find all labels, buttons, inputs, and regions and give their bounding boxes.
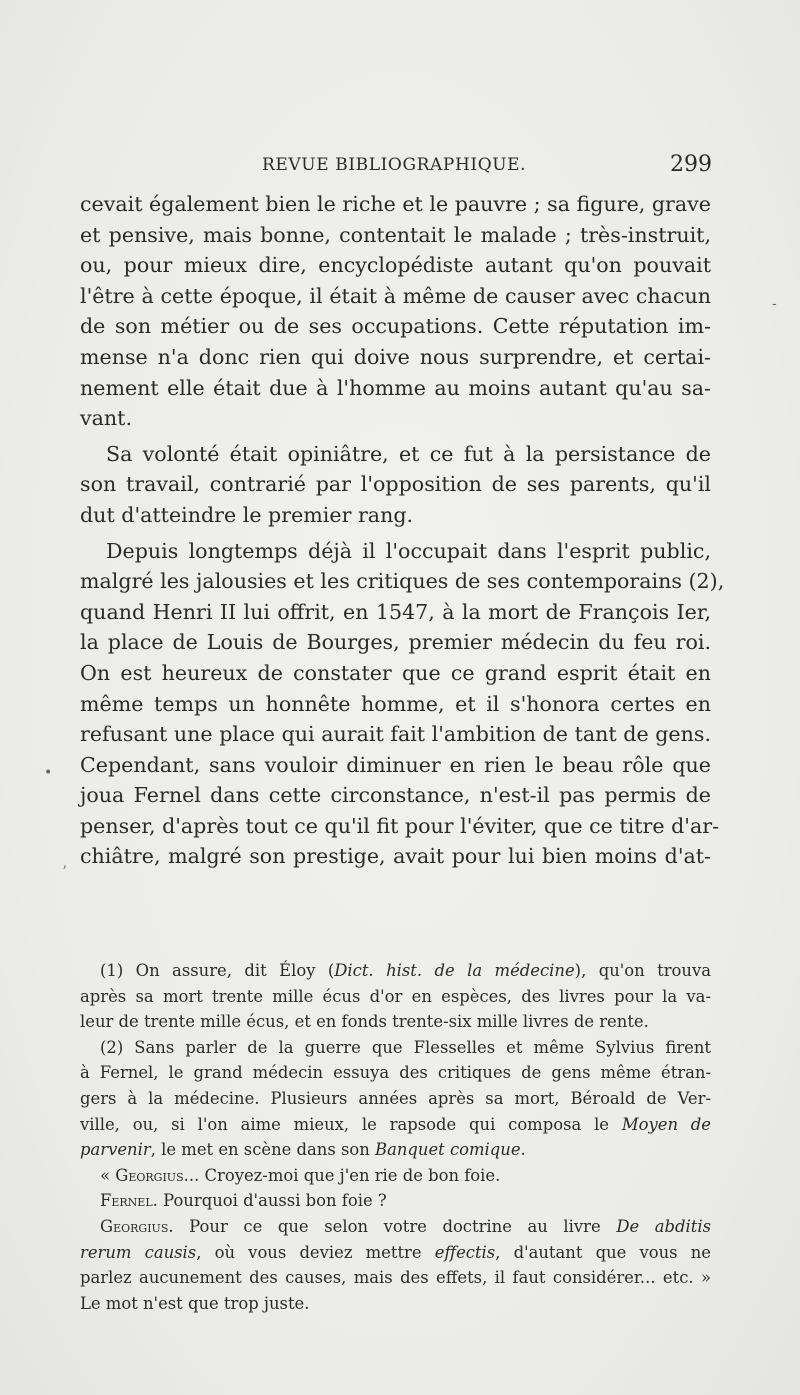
body-line: On est heureux de constater que ce grand esprit était en bbox=[80, 660, 711, 685]
body-line: Sa volonté était opiniâtre, et ce fut à la persistance de bbox=[106, 441, 711, 466]
margin-mark: - bbox=[772, 296, 777, 312]
body-line: vant. bbox=[80, 406, 132, 431]
footnotes bbox=[80, 958, 711, 1316]
footnote-2-line: ville, ou, si l'on aime mieux, le rapsode qui composa le Moyen de bbox=[80, 1114, 711, 1134]
body-line: joua Fernel dans cette circonstance, n'est-il pas permis de bbox=[80, 783, 711, 808]
dialogue-line: parlez aucunement des causes, mais des effets, il faut considérer... etc. » bbox=[80, 1268, 711, 1288]
body-line: et pensive, mais bonne, contentait le malade ; très-instruit, bbox=[80, 222, 711, 247]
body-line: malgré les jalousies et les critiques de ses contemporains (2), bbox=[80, 569, 725, 594]
running-title: REVUE BIBLIOGRAPHIQUE. bbox=[262, 155, 527, 175]
dialogue-line: rerum causis, où vous deviez mettre effectis, d'autant que vous ne bbox=[80, 1242, 712, 1262]
footnote-2-line: parvenir, le met en scène dans son Banquet comique. bbox=[80, 1140, 526, 1160]
body-line: dut d'atteindre le premier rang. bbox=[80, 502, 414, 527]
body-line: mense n'a donc rien qui doive nous surprendre, et certai- bbox=[80, 344, 711, 369]
body-line: son travail, contrarié par l'opposition de ses parents, qu'il bbox=[80, 472, 711, 497]
footnote-2-line: à Fernel, le grand médecin essuya des critiques de gens même étran- bbox=[80, 1063, 711, 1083]
body-line: Depuis longtemps déjà il l'occupait dans l'esprit public, bbox=[106, 538, 711, 563]
page-number: 299 bbox=[670, 152, 712, 177]
body-line: refusant une place qui aurait fait l'ambition de tant de gens. bbox=[80, 722, 711, 747]
margin-mark: ʼ bbox=[62, 864, 67, 880]
body-line: la place de Louis de Bourges, premier médecin du feu roi. bbox=[80, 630, 711, 655]
footnote-1-line: leur de trente mille écus, et en fonds trente-six mille livres de rente. bbox=[80, 1012, 649, 1032]
body-line: de son métier ou de ses occupations. Cette réputation im- bbox=[80, 314, 711, 339]
footnote-1-line: (1) On assure, dit Éloy (Dict. hist. de la médecine), qu'on trouva bbox=[100, 961, 711, 980]
body-line: penser, d'après tout ce qu'il fit pour l'éviter, que ce titre d'ar- bbox=[80, 813, 720, 838]
body-line: ou, pour mieux dire, encyclopédiste autant qu'on pouvait bbox=[80, 253, 711, 278]
body-line: chiâtre, malgré son prestige, avait pour lui bien moins d'at- bbox=[80, 844, 711, 869]
dialogue-line: « Georgius... Croyez-moi que j'en rie de bon foie. bbox=[100, 1165, 501, 1185]
body-line: cevait également bien le riche et le pauvre ; sa figure, grave bbox=[80, 192, 711, 216]
body-line: l'être à cette époque, il était à même de causer avec chacun bbox=[80, 283, 711, 308]
dialogue-line: Georgius. Pour ce que selon votre doctrine au livre De abditis bbox=[100, 1216, 711, 1236]
body-line: nement elle était due à l'homme au moins autant qu'au sa- bbox=[80, 375, 711, 400]
body-text bbox=[80, 189, 725, 872]
dialogue-line: Le mot n'est que trop juste. bbox=[80, 1293, 310, 1313]
body-line: Cependant, sans vouloir diminuer en rien le beau rôle que bbox=[80, 752, 711, 777]
dialogue-line: Fernel. Pourquoi d'aussi bon foie ? bbox=[100, 1191, 387, 1211]
margin-mark: • bbox=[44, 765, 53, 781]
footnote-2-line: (2) Sans parler de la guerre que Flesselles et même Sylvius firent bbox=[100, 1037, 711, 1057]
body-line: quand Henri II lui offrit, en 1547, à la mort de François Ier, bbox=[80, 599, 711, 624]
body-line: même temps un honnête homme, et il s'honora certes en bbox=[80, 691, 711, 716]
running-header bbox=[262, 152, 712, 178]
footnote-2-line: gers à la médecine. Plusieurs années après sa mort, Béroald de Ver- bbox=[80, 1088, 711, 1108]
footnote-1-line: après sa mort trente mille écus d'or en espèces, des livres pour la va- bbox=[80, 986, 711, 1006]
